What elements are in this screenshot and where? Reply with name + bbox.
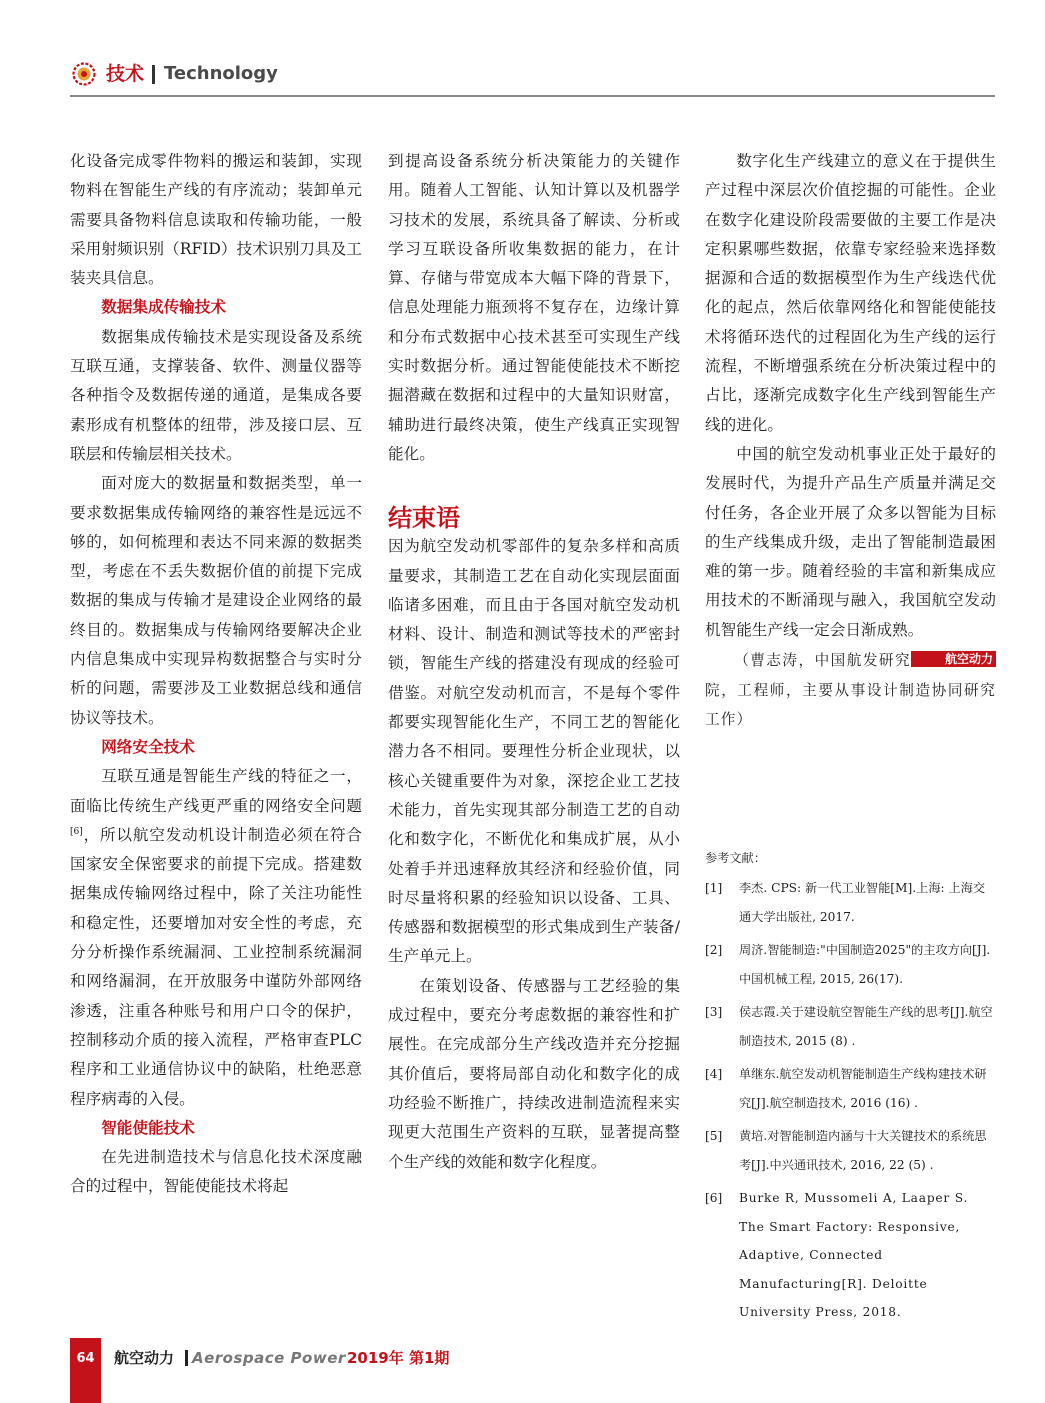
- reference-number: [3]: [705, 1005, 723, 1019]
- reference-item: [705, 936, 996, 993]
- text-column-1: [70, 147, 362, 1202]
- journal-name-cn: 航空动力: [114, 1349, 175, 1367]
- reference-number: [4]: [705, 1067, 723, 1081]
- reference-item: [705, 1122, 996, 1179]
- reference-item: [705, 1060, 996, 1117]
- paragraph: 在先进制造技术与信息化技术深度融合的过程中，智能使能技术将起: [70, 1148, 362, 1196]
- page-header: [70, 58, 995, 94]
- section-title-en: Technology: [164, 63, 278, 84]
- paragraph: 在策划设备、传感器与工艺经验的集成过程中，要充分考虑数据的兼容性和扩展性。在完成部分生产线改造并充分挖掘其价值后，要将局部自动化和数字化的成功经验不断推广，持续改进制造流程来实现更大范围生产资料的互联，显著提高整个生产线的效能和数字化程度。: [388, 976, 680, 1171]
- reference-text: 侯志霞.关于建设航空智能生产线的思考[J].航空制造技术, 2015 (8) .: [739, 1005, 993, 1048]
- subheading-intelligent-enabling: 智能使能技术: [101, 1118, 195, 1137]
- reference-text: 黄培.对智能制造内涵与十大关键技术的系统思考[J].中兴通讯技术, 2016, 22 (5) .: [739, 1129, 987, 1172]
- page-number-tab: [70, 1338, 101, 1403]
- citation-ref: [6]: [70, 826, 83, 837]
- subheading-data-integration: 数据集成传输技术: [101, 298, 226, 317]
- reference-text: 单继东.航空发动机智能制造生产线构建技术研究[J].航空制造技术, 2016 (16) .: [739, 1067, 987, 1110]
- author-note: （曹志涛，中国航发研究院，工程师，主要从事设计制造协同研究工作）: [705, 652, 996, 729]
- text-column-3: [705, 147, 996, 735]
- subheading-network-security: 网络安全技术: [101, 737, 195, 756]
- paragraph: 化设备完成零件物料的搬运和装卸，实现物料在智能生产线的有序流动；装卸单元需要具备物料信息读取和传输功能，一般采用射频识别（RFID）技术识别刀具及工装夹具信息。: [70, 152, 362, 288]
- text-column-2: [388, 147, 680, 1177]
- reference-text: 周济.智能制造:"中国制造2025"的主攻方向[J].中国机械工程, 2015, 26(17).: [739, 943, 991, 986]
- section-heading-conclusion: 结束语: [388, 504, 460, 533]
- paragraph: 数据集成传输技术是实现设备及系统互联互通，支撑装备、软件、测量仪器等各种指令及数据传递的通道，是集成各要素形成有机整体的纽带，涉及接口层、互联层和传输层相关技术。: [70, 327, 362, 463]
- paragraph: 到提高设备系统分析决策能力的关键作用。随着人工智能、认知计算以及机器学习技术的发展，系统具备了解读、分析或学习互联设备所收集数据的能力，在计算、存储与带宽成本大幅下降的背景下，信息处理能力瓶颈将不复存在，边缘计算和分布式数据中心技术甚至可实现生产线实时数据分析。通过智能使能技术不断挖掘潜藏在数据和过程中的大量知识财富，辅助进行最终决策，使生产线真正实现智能化。: [388, 152, 680, 463]
- page-footer: [70, 1338, 995, 1403]
- gear-logo-icon: [72, 62, 96, 86]
- references-title: 参考文献：: [705, 851, 766, 865]
- reference-number: [2]: [705, 943, 723, 957]
- paragraph-text: ，所以航空发动机设计制造必须在符合国家安全保密要求的前提下完成。搭建数据集成传输网络过程中，除了关注功能性和稳定性，还要增加对安全性的考虑，充分分析操作系统漏洞、工业控制系统漏洞和网络漏洞，在开放服务中谨防外部网络渗透，注重各种账号和用户口令的保护，控制移动介质的接入流程，严格审查PLC程序和工业通信协议中的缺陷，杜绝恶意程序病毒的入侵。: [70, 825, 362, 1108]
- section-title-cn: 技术: [106, 63, 145, 85]
- header-separator: [152, 65, 155, 84]
- paragraph-text: 互联互通是智能生产线的特征之一，面临比传统生产线更严重的网络安全问题: [70, 767, 362, 815]
- footer-separator: [185, 1350, 188, 1366]
- page-number: 64: [76, 1351, 95, 1366]
- journal-name-en: Aerospace Power: [192, 1349, 346, 1367]
- end-mark-badge: 航空动力: [911, 651, 996, 667]
- reference-number: [1]: [705, 881, 723, 895]
- paragraph-text: 中国的航空发动机事业正处于最好的发展时代，为提升产品生产质量并满足交付任务，各企业开展了众多以智能为目标的生产线集成升级，走出了智能制造最困难的第一步。随着经验的丰富和新集成应用技术的不断涌现与融入，我国航空发动机智能生产线一定会日渐成熟。: [705, 444, 996, 639]
- reference-item: [705, 874, 996, 931]
- header-rule: [70, 95, 995, 97]
- reference-number: [6]: [705, 1191, 723, 1205]
- reference-number: [5]: [705, 1129, 723, 1143]
- paragraph: 面对庞大的数据量和数据类型，单一要求数据集成传输网络的兼容性是远远不够的，如何梳理和表达不同来源的数据类型，考虑在不丢失数据价值的前提下完成数据的集成与传输才是建设企业网络的最终目的。数据集成与传输网络要解决企业内信息集成中实现异构数据整合与实时分析的问题，需要涉及工业数据总线和通信协议等技术。: [70, 474, 362, 727]
- paragraph: [70, 762, 362, 1114]
- reference-text: Burke R, Mussomeli A, Laaper S. The Smart Factory: Responsive, Adaptive, Connected Manufacturing[R]. Deloitte University Press, 2018.: [739, 1191, 969, 1319]
- paragraph: [705, 440, 996, 667]
- reference-item: [705, 1184, 996, 1327]
- issue-label: 2019年 第1期: [347, 1349, 450, 1367]
- paragraph: 数字化生产线建立的意义在于提供生产过程中深层次价值挖掘的可能性。企业在数字化建设阶段需要做的主要工作是决定积累哪些数据，依靠专家经验来选择数据源和合适的数据模型作为生产线迭代优化的起点，然后依靠网络化和智能使能技术将循环迭代的过程固化为生产线的运行流程，不断增强系统在分析决策过程中的占比，逐渐完成数字化生产线到智能生产线的进化。: [705, 152, 996, 434]
- reference-item: [705, 998, 996, 1055]
- reference-text: 李杰. CPS: 新一代工业智能[M].上海: 上海交通大学出版社, 2017.: [739, 881, 986, 924]
- references: [705, 846, 996, 1332]
- paragraph: 因为航空发动机零部件的复杂多样和高质量要求，其制造工艺在自动化实现层面面临诸多困难，而且由于各国对航空发动机材料、设计、制造和测试等技术的严密封锁，智能生产线的搭建没有现成的经验可借鉴。对航空发动机而言，不是每个零件都要实现智能化生产，不同工艺的智能化潜力各不相同。要理性分析企业现状，以核心关键重要件为对象，深挖企业工艺技术能力，首先实现其部分制造工艺的自动化和数字化，不断优化和集成扩展，从小处着手并迅速释放其经济和经验价值，同时尽量将积累的经验知识以设备、工具、传感器和数据模型的形式集成到生产装备/生产单元上。: [388, 537, 680, 966]
